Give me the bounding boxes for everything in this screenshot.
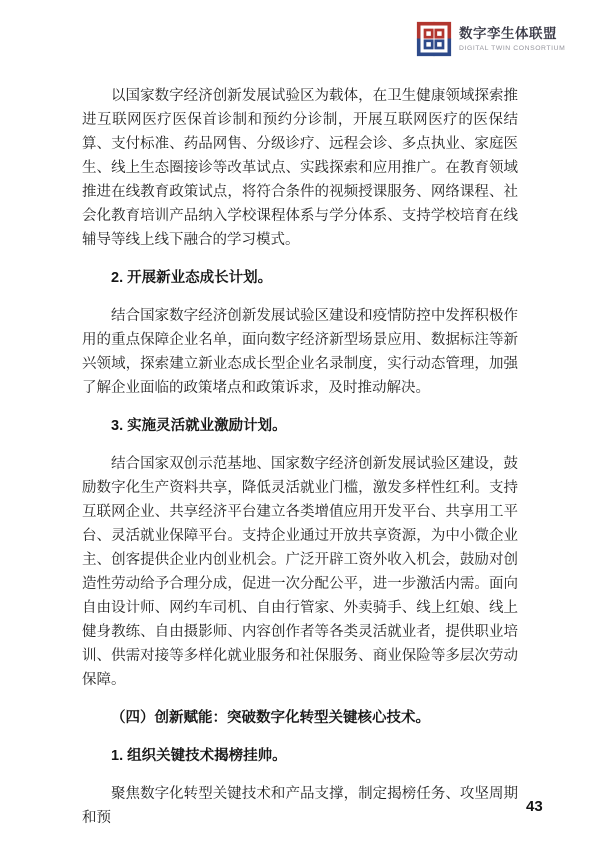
digital-twin-consortium-logo-icon (416, 21, 452, 57)
document-content (82, 84, 518, 844)
paragraph-pilot-zones: 以国家数字经济创新发展试验区为载体，在卫生健康领域探索推进互联网医疗医保首诊制和预约分诊制，开展互联网医疗的医保结算、支付标准、药品网售、分级诊疗、远程会诊、多点执业、家庭医生、线上生态圈接诊等改革试点、实践探索和应用推广。在教育领域推进在线教育政策试点，将符合条件的视频授课服务、网络课程、社会化教育培训产品纳入学校课程体系与学分体系、支持学校培育在线辅导等线上线下融合的学习模式。 (82, 88, 518, 248)
paragraph-flexible-employment: 结合国家双创示范基地、国家数字经济创新发展试验区建设，鼓励数字化生产资料共享，降低灵活就业门槛，激发多样性红利。支持互联网企业、共享经济平台建立各类增值应用开发平台、共享用工平台、灵活就业保障平台。支持企业通过开放共享资源，为中小微企业主、创客提供企业内创业机会。广泛开辟工资外收入机会，鼓励对创造性劳动给予合理分成，促进一次分配公平，进一步激活内需。面向自由设计师、网约车司机、自由行管家、外卖骑手、线上红娘、线上健身教练、自由摄影师、内容创作者等各类灵活就业者，提供职业培训、供需对接等多样化就业服务和社保服务、商业保险等多层次劳动保障。 (82, 456, 518, 688)
heading-new-business-growth-plan: 2. 开展新业态成长计划。 (111, 270, 273, 286)
logo-subtitle: DIGITAL TWIN CONSORTIUM (459, 45, 566, 53)
logo-text (459, 26, 565, 53)
paragraph-new-business-directory: 结合国家数字经济创新发展试验区建设和疫情防控中发挥积极作用的重点保障企业名单，面向数字经济新型场景应用、数据标注等新兴领域，探索建立新业态成长型企业名录制度，实行动态管理，加强了解企业面临的政策堵点和政策诉求，及时推动解决。 (82, 308, 518, 396)
page-number: 43 (526, 798, 543, 815)
paragraph-key-technology: 聚焦数字化转型关键技术和产品支撑，制定揭榜任务、攻坚周期和预 (82, 786, 518, 826)
logo-name: 数字孪生体联盟 (459, 25, 557, 41)
logo (416, 21, 565, 57)
heading-key-technology-challenge: 1. 组织关键技术揭榜挂帅。 (111, 748, 287, 764)
heading-flexible-employment-plan: 3. 实施灵活就业激励计划。 (111, 418, 287, 434)
heading-innovation-empowerment: （四）创新赋能：突破数字化转型关键核心技术。 (111, 710, 430, 726)
